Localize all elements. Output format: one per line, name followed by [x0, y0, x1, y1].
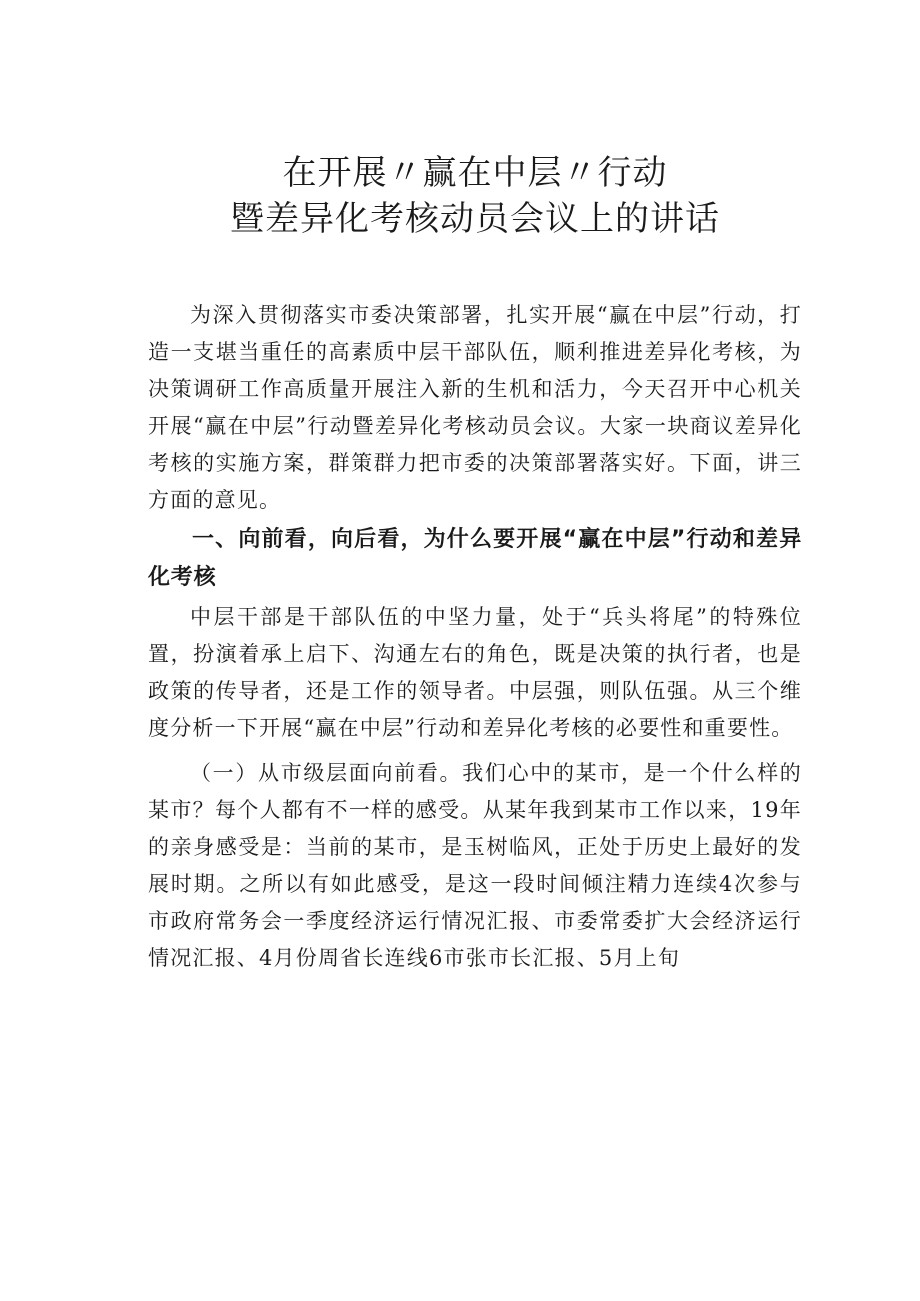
title-line-1: 在开展〃赢在中层〃行动 — [282, 153, 668, 193]
section-1-paragraph: 中层干部是干部队伍的中坚力量，处于“兵头将尾”的特殊位置，扮演着承上启下、沟通左右的角色，既是决策的执行者，也是政策的传导者，还是工作的领导者。中层强，则队伍强。从三个维度分析一下开展“赢在中层”行动和差异化考核的必要性和重要性。 — [148, 605, 802, 740]
intro-paragraph: 为深入贯彻落实市委决策部署，扎实开展“赢在中层”行动，打造一支堪当重任的高素质中层干部队伍，顺利推进差异化考核，为决策调研工作高质量开展注入新的生机和活力，今天召开中心机关开展“赢在中层”行动暨差异化考核动员会议。大家一块商议差异化考核的实施方案，群策群力把市委的决策部署落实好。下面，讲三方面的意见。 — [148, 303, 802, 512]
subsection-1-paragraph: （一）从市级层面向前看。我们心中的某市，是一个什么样的某市？每个人都有不一样的感受。从某年我到某市工作以来，19年的亲身感受是：当前的某市，是玉树临风，正处于历史上最好的发展时期。之所以有如此感受，是这一段时间倾注精力连续4次参与市政府常务会一季度经济运行情况汇报、市委常委扩大会经济运行情况汇报、4月份周省长连线6市张市长汇报、5月上旬 — [148, 761, 802, 970]
section-1-heading: 一、向前看，向后看，为什么要开展“赢在中层”行动和差异化考核 — [148, 527, 802, 590]
document-title — [148, 150, 802, 242]
title-line-2: 暨差异化考核动员会议上的讲话 — [230, 199, 720, 239]
